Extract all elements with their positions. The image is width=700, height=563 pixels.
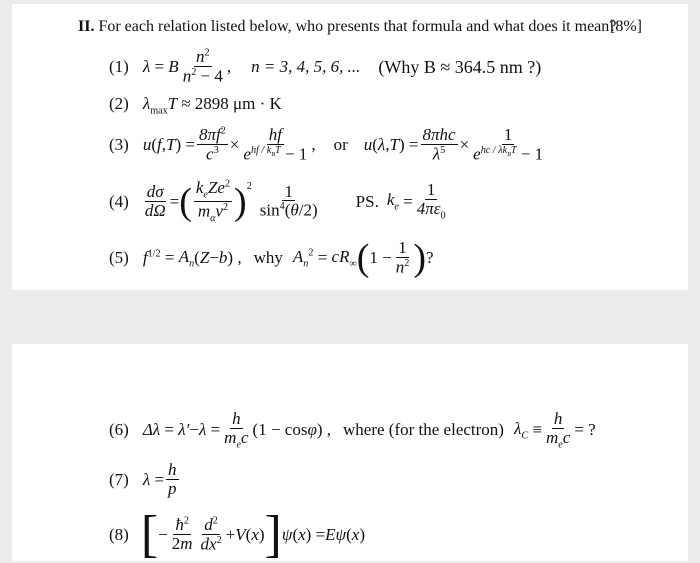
formula-6: (6) Δλ = λ′ − λ = $\frac{h}{m_ec}$ (1 − cos φ ) , where (for the electron) $\lambda_C$ ≡ $\frac{h}{m_ec}$ = ? xyxy=(109,409,596,451)
or-word: or xyxy=(333,135,348,155)
item-label-6: (6) xyxy=(109,420,129,440)
question-card xyxy=(12,4,688,290)
n-range: n = 3, 4, 5, 6, ... xyxy=(251,57,361,77)
question-card-continued xyxy=(12,344,688,561)
item-label-2: (2) xyxy=(109,94,129,113)
formula-8: (8) [ − $\frac{ħ^2}{2m}$ $\frac{d^2}{dx^2}$ + V ( x ) ] ψ ( x ) = Eψ ( x ) xyxy=(109,506,365,563)
formula-7: (7) λ = $\frac{h}{p}$ xyxy=(109,460,177,498)
formula-2: (2) $\lambda_{max}T$ ≈ 2898 μm · K xyxy=(109,94,282,117)
formula-5: (5) $f^{1/2}$ = $A_n$ ( Z − b ) , why $A_n^2$ = $cR_\infty$ ( 1 − $\frac{1}{n^2}$ ) ? xyxy=(109,237,434,280)
formula-3: (3) u ( f , T ) = $\frac{8\pi f^2}{c^3}$ × $\frac{hf}{e^{hf / k_BT} - 1}$ , or u ( λ , T ) = $\frac{\text{8πhc}}{\lambda^5}$ × $\frac{1}{e^{hc / \lambda k_BT} - 1}$ xyxy=(109,125,544,164)
formula-4: (4) $\frac{d\sigma}{d\Omega}$ = ( $\frac{k_eZe^2}{m_\alpha v^2}$ ) $^2$ $\frac{1}{\sin^4(\theta/2)}$ PS. $k_e$ = $\frac{1}{4\pi\varepsilon_0}$ xyxy=(109,178,446,225)
formula-1: (1) λ = B $\frac{n^2}{n^2 - 4}$ , n = 3, 4, 5, 6, ... (Why B ≈ 364.5 nm ?) xyxy=(109,47,542,86)
question-title xyxy=(78,18,616,36)
item-label-8: (8) xyxy=(109,525,129,544)
item-label-5: (5) xyxy=(109,248,129,268)
why-word: why xyxy=(253,248,283,268)
wien-value: ≈ 2898 μm · K xyxy=(181,94,282,113)
question-number: II. xyxy=(78,18,95,35)
question-weight: [8%] xyxy=(610,18,642,35)
item-label-3: (3) xyxy=(109,135,129,155)
question-text: For each relation listed below, who presents that formula and what does it mean? xyxy=(98,18,617,35)
why-b-note: (Why B ≈ 364.5 nm ?) xyxy=(378,56,542,77)
item-label-4: (4) xyxy=(109,191,129,211)
item-label-7: (7) xyxy=(109,469,129,489)
ps-label: PS. xyxy=(355,191,379,211)
where-text: where (for the electron) xyxy=(343,420,504,440)
item-label-1: (1) xyxy=(109,57,129,77)
